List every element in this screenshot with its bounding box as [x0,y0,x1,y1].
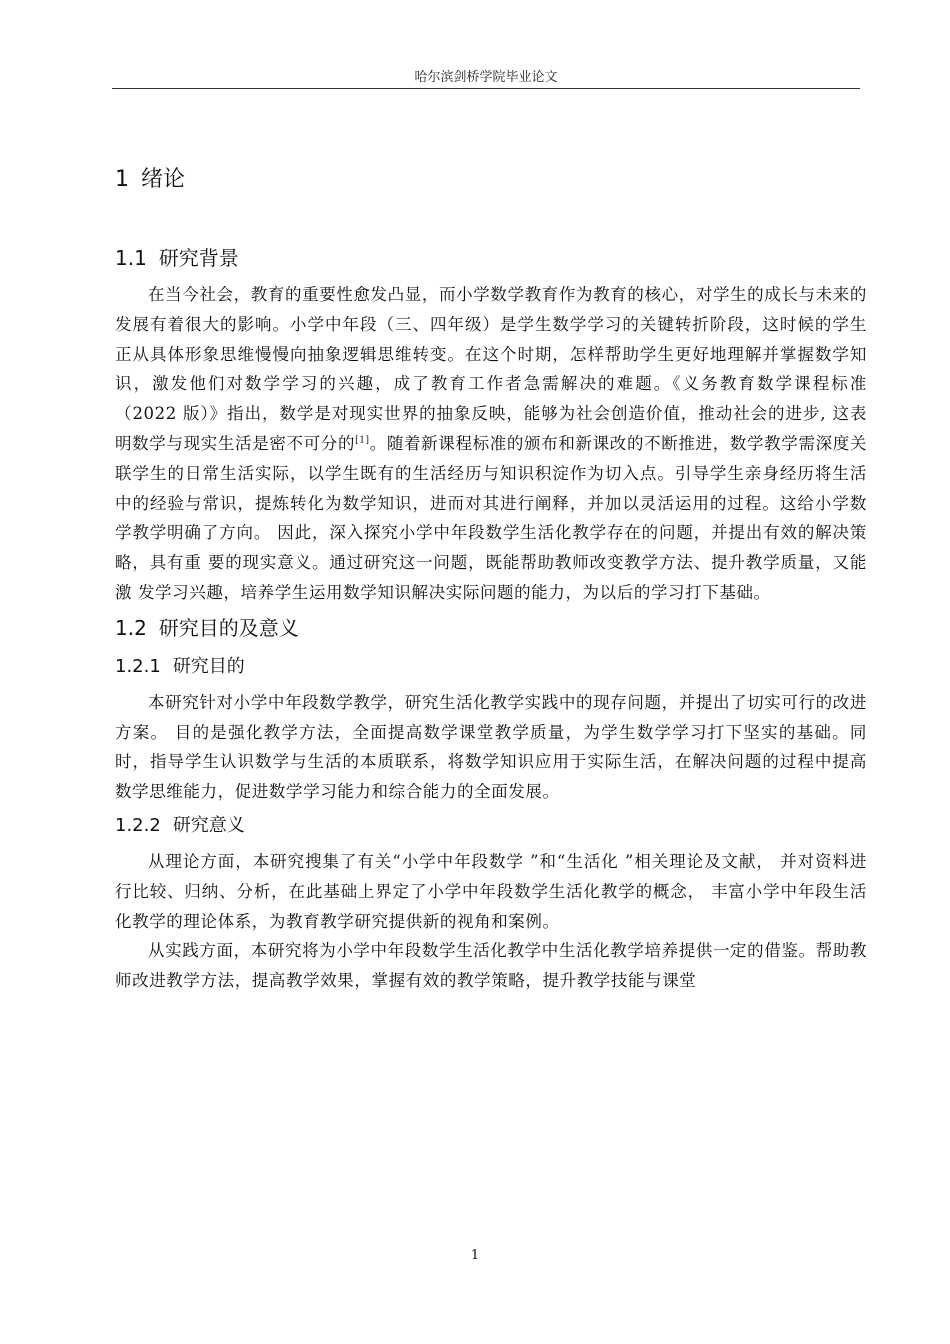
purpose-paragraph: 本研究针对小学中年段数学教学，研究生活化教学实践中的现存问题，并提出了切实可行的改进方案。 目的是强化教学方法，全面提高数学课堂教学质量，为学生数学学习打下坚实的基础。同时，指导学生认识数学与生活的本质联系，将数学知识应用于实际生活，在解决问题的过程中提高数学思维能力，促进数学学习能力和综合能力的全面发展。 [115,692,867,802]
chapter-heading [115,160,867,200]
background-paragraph [115,280,867,608]
significance-paragraph-practice: 从实践方面，本研究将为小学中年段数学生活化教学中生活化教学培养提供一定的借鉴。帮助教师改进教学方法，提高教学效果，掌握有效的教学策略，提升教学技能与课堂 [115,941,867,991]
page-header: 哈尔滨剑桥学院毕业论文 [414,70,558,85]
subsection-title: 研究目的 [172,655,245,677]
page-body [115,160,867,996]
section-number: 1.1 [115,246,147,270]
subsection-number: 1.2.2 [115,814,161,836]
page-number: 1 [470,1248,480,1263]
paragraph-text: 在当今社会，教育的重要性愈发凸显，而小学数学教育作为教育的核心，对学生的成长与未来的发展有着很大的影响。小学中年段（三、四年级）是学生数学学习的关键转折阶段，这时候的学生正从具体形象思维慢慢向抽象逻辑思维转变。在这个时期，怎样帮助学生更好地理解并掌握数学知识，激发他们对数学学习的兴趣，成了教育工作者急需解决的难题。《义务教育数学课程标准（2022 版）》指出，数学是对现实世界的抽象反映，能够为社会创造价值，推动社会的进步, 这表明数学与现实生活是密不可分的 [115,285,867,453]
section-title: 研究目的及意义 [158,615,299,640]
subsection-number: 1.2.1 [115,655,161,677]
significance-paragraph-theory: 从理论方面，本研究搜集了有关“小学中年段数学 ”和“生活化 ”相关理论及文献， 并对资料进行比较、归纳、分析，在此基础上界定了小学中年段数学生活化教学的概念， 丰富小学中年段生活化教学的理论体系，为教育教学研究提供新的视角和案例。 [115,851,867,931]
section-title: 研究背景 [158,246,239,270]
section-number: 1.2 [115,615,147,640]
subsection-heading-1-2-2 [115,809,867,843]
subsection-title: 研究意义 [172,814,245,836]
citation-marker: [1] [355,435,370,446]
chapter-number: 1 [115,167,129,192]
section-heading-1-2 [115,610,867,646]
subsection-heading-1-2-1 [115,650,867,684]
chapter-title: 绪论 [141,167,186,192]
section-heading-1-1 [115,240,867,276]
header-divider [112,88,860,89]
paragraph-text: 。随着新课程标准的颁布和新课改的不断推进，数学教学需深度关联学生的日常生活实际，以学生既有的生活经历与知识积淀作为切入点。引导学生亲身经历将生活中的经验与常识，提炼转化为数学知识，进而对其进行阐释，并加以灵活运用的过程。这给小学数学教学明确了方向。 因此，深入探究小学中年段数学生活化教学存在的问题，并提出有效的解决策略，具有重 要的现实意义。通过研究这一问题，既能帮助教师改变教学方法、提升教学质量，又能激 发学习兴趣，培养学生运用数学知识解决实际问题的能力，为以后的学习打下基础。 [115,433,867,602]
